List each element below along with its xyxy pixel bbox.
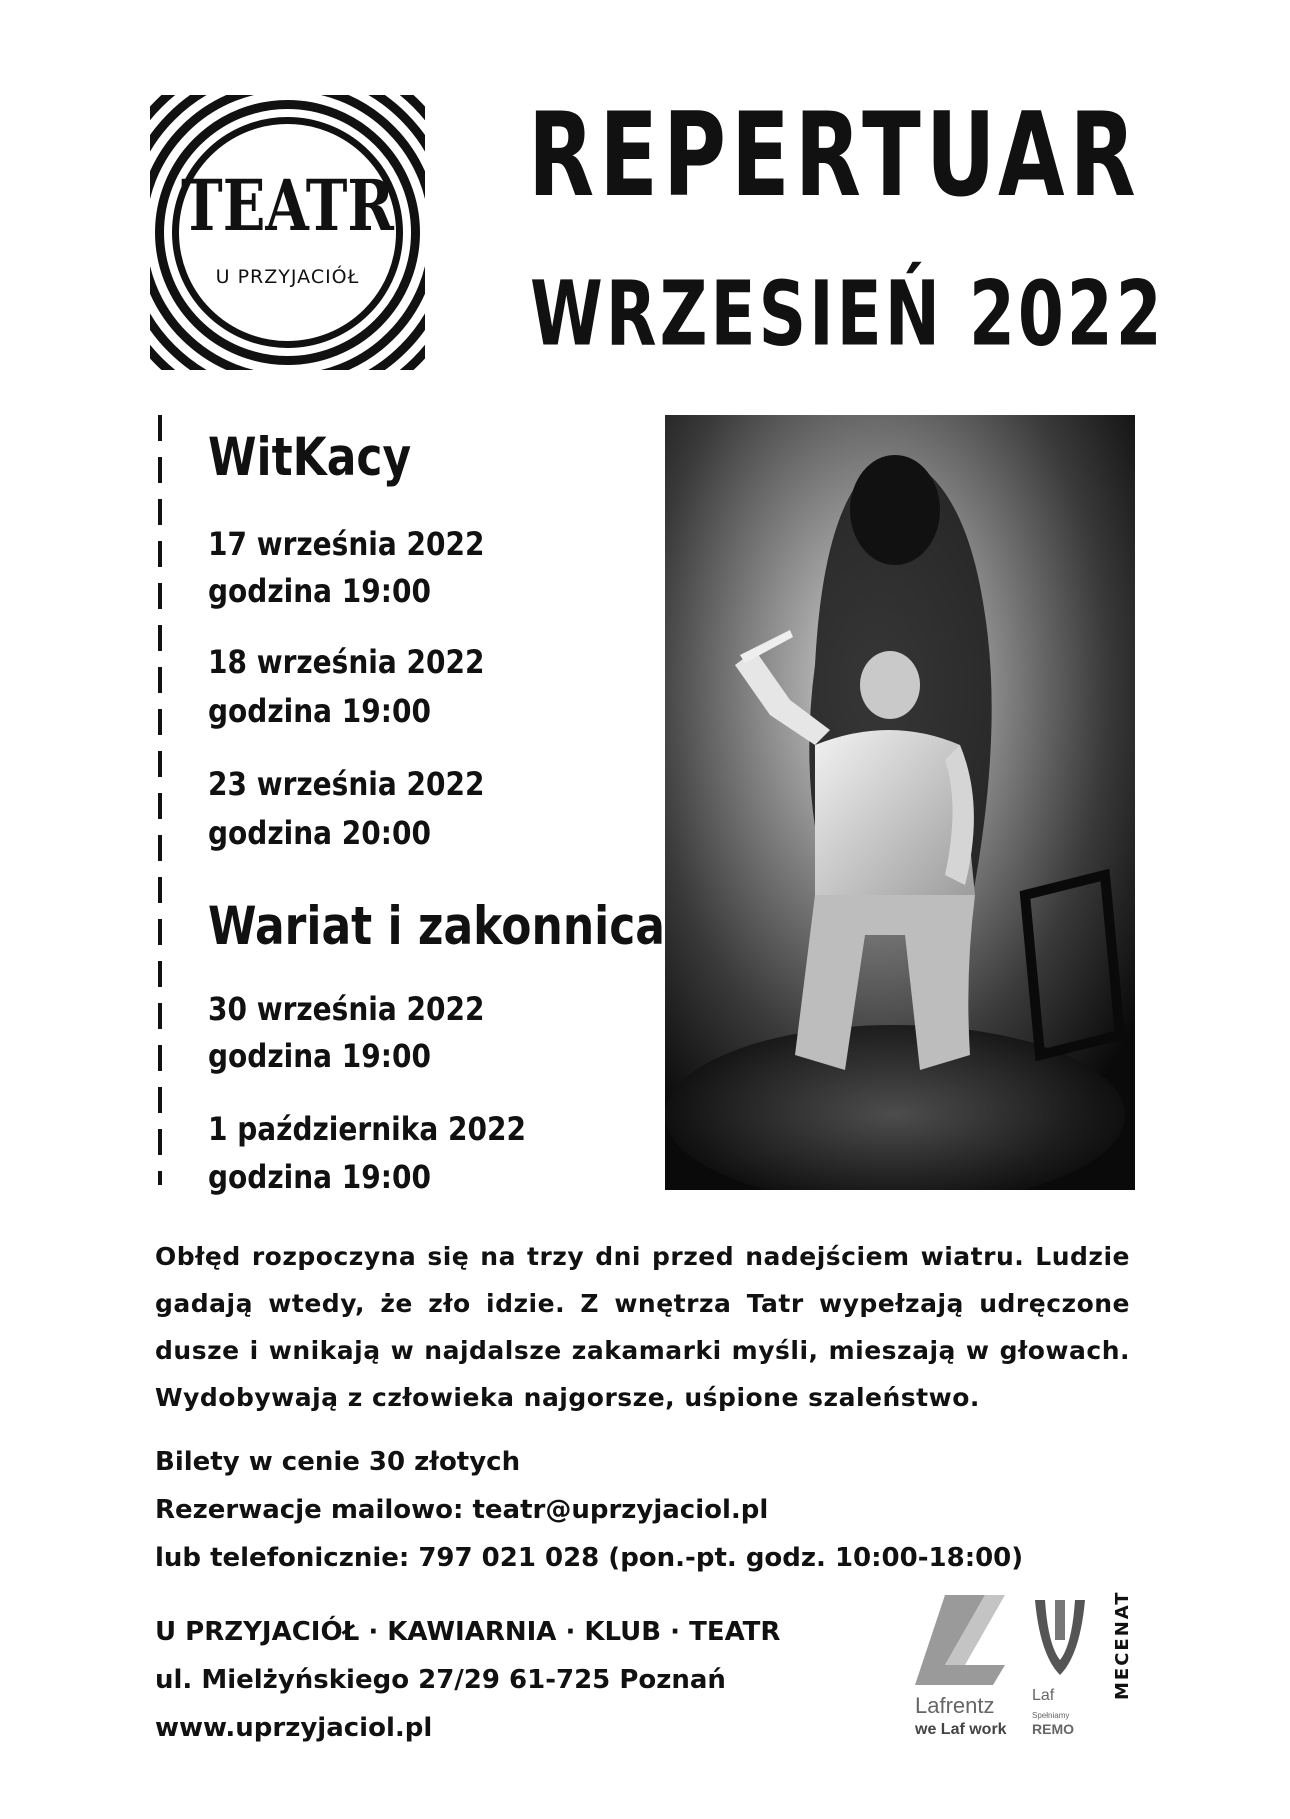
laf-name: Laf — [1032, 1687, 1055, 1704]
performance-time: godzina 19:00 — [208, 1037, 431, 1075]
reservation-email: Rezerwacje mailowo: teatr@uprzyjaciol.pl — [155, 1495, 769, 1525]
performance-time: godzina 19:00 — [208, 1158, 431, 1196]
lafrentz-name: Lafrentz — [915, 1693, 995, 1718]
venue-line: U PRZYJACIÓŁ · KAWIARNIA · KLUB · TEATR — [155, 1617, 781, 1647]
reservation-phone: lub telefonicznie: 797 021 028 (pon.-pt. godz. 10:00-18:00) — [155, 1543, 1024, 1573]
performance-photo — [665, 415, 1135, 1190]
page-subtitle: WRZESIEŃ 2022 — [530, 261, 1165, 366]
show-description: Obłęd rozpoczyna się na trzy dni przed nadejściem wiatru. Ludzie gadają wtedy, że zło idzie. Z wnętrza Tatr wypełzają udręczone dusze i wnikają w najdalsze zakamarki myśli, mieszają w głowach. Wydobywają z człowieka najgorsze, uśpione szaleństwo. — [155, 1242, 1130, 1412]
performance-time: godzina 19:00 — [208, 692, 431, 730]
performance-date: 23 września 2022 — [208, 765, 485, 803]
laf-tagline-2: REMO — [1032, 1721, 1074, 1737]
logo-title: TEATR — [181, 163, 394, 247]
performance-date: 30 września 2022 — [208, 990, 485, 1028]
lafrentz-tagline: we Laf work — [915, 1721, 1007, 1738]
show-title-witkacy: WitKacy — [208, 427, 412, 489]
lafrentz-logo — [915, 1595, 1015, 1745]
dashed-separator — [158, 415, 162, 1185]
performance-date: 17 września 2022 — [208, 525, 485, 563]
show-title-wariat-i-zakonnica: Wariat i zakonnica — [208, 896, 665, 958]
performance-date: 18 września 2022 — [208, 643, 485, 681]
page-title: REPERTUAR — [528, 88, 1141, 224]
performance-date: 1 października 2022 — [208, 1110, 526, 1148]
theatre-logo — [150, 95, 425, 370]
performance-time: godzina 19:00 — [208, 572, 431, 610]
ticket-price: Bilety w cenie 30 złotych — [155, 1447, 521, 1477]
mecenat-label: MECENAT — [1112, 1590, 1133, 1700]
laf-logo — [1030, 1595, 1090, 1745]
performance-time: godzina 20:00 — [208, 814, 431, 852]
laf-tagline-1: Spełniamy — [1032, 1711, 1070, 1720]
website-link[interactable]: www.uprzyjaciol.pl — [155, 1713, 433, 1743]
logo-subtitle: U PRZYJACIÓŁ — [215, 266, 360, 288]
address-line: ul. Mielżyńskiego 27/29 61-725 Poznań — [155, 1665, 726, 1695]
